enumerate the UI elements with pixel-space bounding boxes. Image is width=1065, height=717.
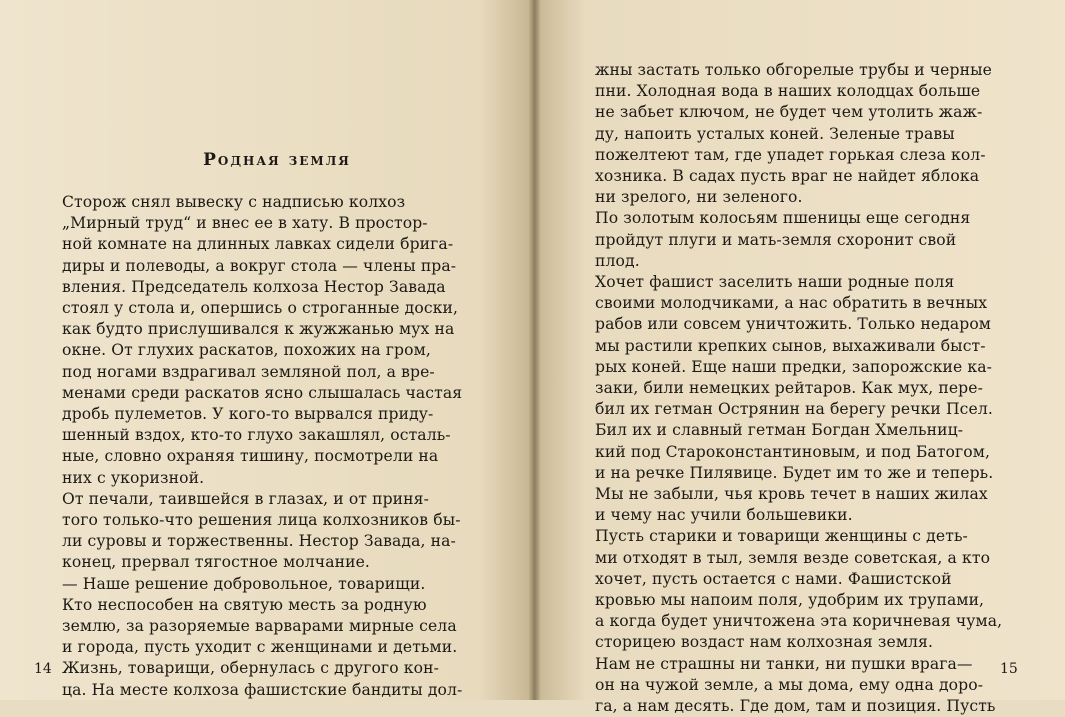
left-page (0, 0, 530, 700)
left-page-text (62, 192, 492, 701)
text-line: и города, пусть уходит с женщинами и детьми. (62, 638, 458, 657)
text-line: По золотым колосьям пшеницы еще сегодня (595, 209, 971, 228)
text-line: га, а нам десять. Где дом, там и позиция. Пусть (595, 697, 996, 716)
chapter-title: Родная земля (203, 150, 351, 170)
text-line: пни. Холодная вода в наших колодцах больше (595, 82, 981, 101)
text-line: не забьет ключом, не будет чем утолить жаж- (595, 103, 983, 122)
text-line: Сторож снял вывеску с надписью колхоз (62, 193, 406, 211)
text-line: ду, напоить усталых коней. Зеленые травы (595, 124, 955, 143)
text-line: рабов или совсем уничтожить. Только недаром (595, 315, 992, 334)
text-line: „Мирный труд“ и внес ее в хату. В простор- (62, 214, 428, 233)
text-line: Жизнь, товарищи, обернулась с другого кон- (62, 659, 439, 678)
text-line: вления. Председатель колхоза Нестор Завада (62, 277, 446, 296)
text-line: ные, словно охраняя тишину, посмотрели на (62, 447, 439, 466)
text-line: сторицею воздаст нам колхозная земля. (595, 633, 934, 652)
text-line: хозника. В садах пусть враг не найдет яблока (595, 167, 980, 186)
text-line: диры и полеводы, а вокруг стола — члены пра- (62, 256, 457, 275)
text-line: ли суровы и торжественны. Нестор Завада, на- (62, 532, 456, 551)
text-line: бил их гетман Острянин на берегу речки Псел. (595, 400, 993, 419)
text-line: плод. (595, 251, 640, 270)
text-line: того только-что решения лица колхозников бы- (62, 511, 461, 530)
text-line: шенный вздох, кто-то глухо закашлял, осталь- (62, 426, 451, 445)
text-line: менами среди раскатов ясно слышалась частая (62, 383, 463, 402)
text-line: Пусть старики и товарищи женщины с деть- (595, 527, 968, 546)
text-line: стоял у стола и, опершись о строганные доски, (62, 299, 459, 318)
text-line: а когда будет уничтожена эта коричневая чума, (595, 612, 1003, 631)
text-line: землю, за разоряемые варварами мирные села (62, 617, 457, 636)
text-line: жны застать только обгорелые трубы и черные (595, 61, 992, 79)
text-line: кий под Староконстантиновым, и под Батогом, (595, 442, 991, 461)
text-line: От печали, таившейся в глазах, и от приня- (62, 489, 429, 508)
text-line: ца. На месте колхоза фашистские бандиты дол- (62, 680, 463, 699)
text-line: Мы не забыли, чья кровь течет в наших жилах (595, 485, 988, 504)
page-number-right: 15 (1000, 661, 1018, 677)
text-line: Кто неспособен на святую месть за родную (62, 595, 427, 614)
text-line: и на речке Пилявице. Будет им то же и теперь. (595, 463, 994, 482)
text-line: дробь пулеметов. У кого-то вырвался приду- (62, 405, 434, 424)
right-page-text (595, 60, 1035, 717)
text-line: кровью мы напоим поля, удобрим их трупами, (595, 591, 985, 610)
text-line: Нам не страшны ни танки, ни пушки врага— (595, 654, 973, 673)
text-line: ми отходят в тыл, земля везде советская, а кто (595, 548, 991, 567)
text-line: заки, били немецких рейтаров. Как мух, пере- (595, 379, 983, 398)
text-line: ной комнате на длинных лавках сидели брига- (62, 235, 454, 254)
text-line: мы растили крепких сынов, выхаживали быст- (595, 336, 986, 355)
text-line: Хочет фашист заселить наши родные поля (595, 273, 955, 292)
text-line: и чему нас учили большевики. (595, 506, 853, 525)
right-page (540, 0, 1065, 716)
text-line: — Наше решение добровольное, товарищи. (62, 574, 426, 593)
text-line: своими молодчиками, а нас обратить в вечных (595, 294, 988, 313)
text-line: Бил их и славный гетман Богдан Хмельниц- (595, 421, 964, 440)
text-line: как будто прислушивался к жужжанью мух на (62, 320, 455, 339)
text-line: конец, прервал тягостное молчание. (62, 553, 370, 572)
page-number-left: 14 (34, 661, 52, 677)
text-line: пожелтеют там, где упадет горькая слеза кол- (595, 145, 986, 164)
text-line: под ногами вздрагивал земляной пол, а вре- (62, 362, 435, 381)
text-line: хочет, пусть остается с нами. Фашистской (595, 569, 952, 588)
text-line: них с укоризной. (62, 468, 205, 487)
text-line: пройдут плуги и мать-земля схоронит свой (595, 230, 957, 249)
text-line: окне. От глухих раскатов, похожих на гром, (62, 341, 431, 360)
text-line: он на чужой земле, а мы дома, ему одна доро- (595, 675, 984, 694)
text-line: рых коней. Еще наши предки, запорожские ка- (595, 357, 993, 376)
text-line: ни зрелого, ни зеленого. (595, 188, 803, 207)
